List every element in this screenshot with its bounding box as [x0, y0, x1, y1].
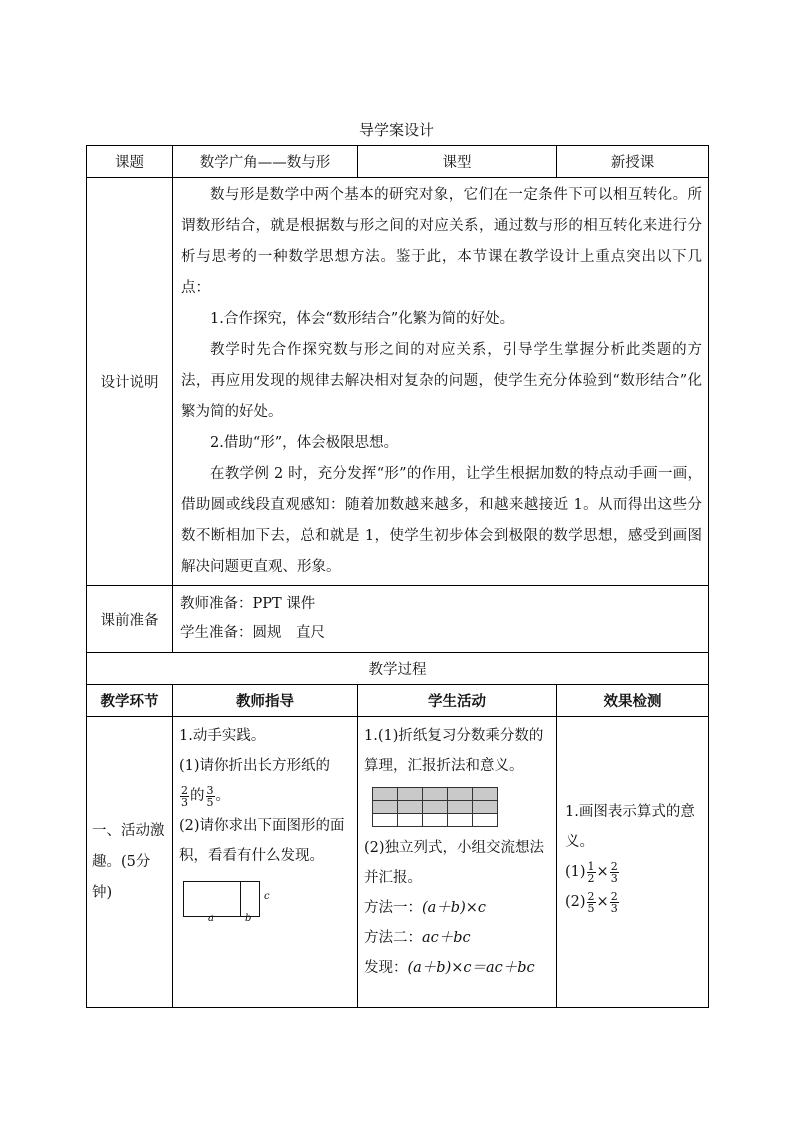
teacher-prep: 教师准备：PPT 课件	[180, 596, 316, 612]
method-one: 方法一：(a＋b)×c	[364, 900, 487, 916]
process-title: 教学过程	[87, 653, 709, 685]
design-row	[87, 178, 709, 586]
col-stage: 教学环节	[87, 685, 173, 717]
prep-row	[87, 586, 709, 653]
effect-step-1: 1.画图表示算式的意义。	[565, 804, 695, 850]
topic-value: 数学广角——数与形	[173, 146, 358, 178]
design-paragraph-5: 在教学例 2 时，充分发挥“形”的作用，让学生根据加数的特点动手画一画，借助圆或线段直观感知：随着加数越来越多，和越来越接近 1。从而得出这些分数不断相加下去，总和就是 1，使学生初步体会到极限的数学思想，感受到画图解决问题更直观、形象。	[181, 466, 702, 575]
activity-row	[87, 717, 709, 1008]
label-c: c	[264, 891, 270, 902]
type-value: 新授课	[557, 146, 709, 178]
method-two-formula: ac＋bc	[422, 930, 471, 946]
method-two: 方法二：ac＋bc	[364, 930, 471, 946]
period: 。	[215, 788, 230, 804]
effect-q2: (2) $\frac{2}{5}$ × $\frac{2}{3}$	[565, 889, 618, 915]
folded-paper-grid	[372, 787, 498, 827]
method-one-formula: (a＋b)×c	[422, 900, 487, 916]
label-b: b	[245, 913, 252, 924]
fraction-three-fifths: $\frac{3}{5}$	[206, 783, 214, 809]
process-header-row	[87, 685, 709, 717]
label-design: 设计说明	[87, 178, 173, 586]
rect-b	[239, 881, 260, 917]
effect-q1: (1) $\frac{1}{2}$ × $\frac{2}{3}$	[565, 859, 618, 885]
col-effect: 效果检测	[557, 685, 709, 717]
process-title-row	[87, 653, 709, 685]
student-step-1: 1.(1)折纸复习分数乘分数的算理，汇报折法和意义。	[364, 728, 544, 774]
label-a: a	[208, 913, 214, 924]
teacher-guidance-cell	[173, 717, 358, 1008]
label-topic: 课题	[87, 146, 173, 178]
lesson-plan-table	[86, 145, 709, 1008]
stage-cell	[87, 717, 173, 1008]
design-paragraph-2: 1.合作探究，体会“数形结合”化繁为简的好处。	[210, 311, 515, 327]
col-student: 学生活动	[358, 685, 557, 717]
teacher-step-1: 1.动手实践。	[179, 728, 266, 744]
fraction-two-thirds: $\frac{2}{3}$	[181, 783, 188, 809]
label-prep: 课前准备	[87, 586, 173, 653]
teacher-step-1-1	[179, 751, 352, 811]
design-content	[173, 178, 709, 586]
student-activity-cell	[358, 717, 557, 1008]
teacher-step-1-2: (2)请你求出下面图形的面积，看看有什么发现。	[179, 818, 345, 864]
col-teacher: 教师指导	[173, 685, 358, 717]
effect-check-cell	[557, 717, 709, 1008]
discovery-formula: (a＋b)×c＝ac＋bc	[407, 960, 535, 976]
teacher-step-1-1-text: (1)请你折出长方形纸的	[179, 758, 331, 774]
connector-de: 的	[190, 788, 205, 804]
label-type: 课型	[358, 146, 557, 178]
design-paragraph-3: 教学时先合作探究数与形之间的对应关系，引导学生掌握分析此类题的方法，再应用发现的规律去解决相对复杂的问题，使学生充分体验到“数形结合”化繁为简的好处。	[181, 342, 702, 420]
prep-content	[173, 586, 709, 653]
rect-a	[183, 881, 241, 917]
header-row	[87, 146, 709, 178]
stage-text: 一、活动激趣。(5分钟)	[92, 822, 165, 901]
discovery: 发现：(a＋b)×c＝ac＋bc	[364, 960, 535, 976]
student-prep: 学生准备：圆规 直尺	[180, 625, 325, 641]
design-paragraph-1: 数与形是数学中两个基本的研究对象，它们在一定条件下可以相互转化。所谓数形结合，就是根据数与形之间的对应关系，通过数与形的相互转化来进行分析与思考的一种数学思想方法。鉴于此，本节课在教学设计上重点突出以下几点：	[181, 187, 702, 296]
student-step-2: (2)独立列式，小组交流想法并汇报。	[364, 840, 545, 886]
rectangle-figure	[179, 877, 289, 929]
document-title: 导学案设计	[358, 121, 434, 139]
design-paragraph-4: 2.借助“形”，体会极限思想。	[210, 435, 399, 451]
